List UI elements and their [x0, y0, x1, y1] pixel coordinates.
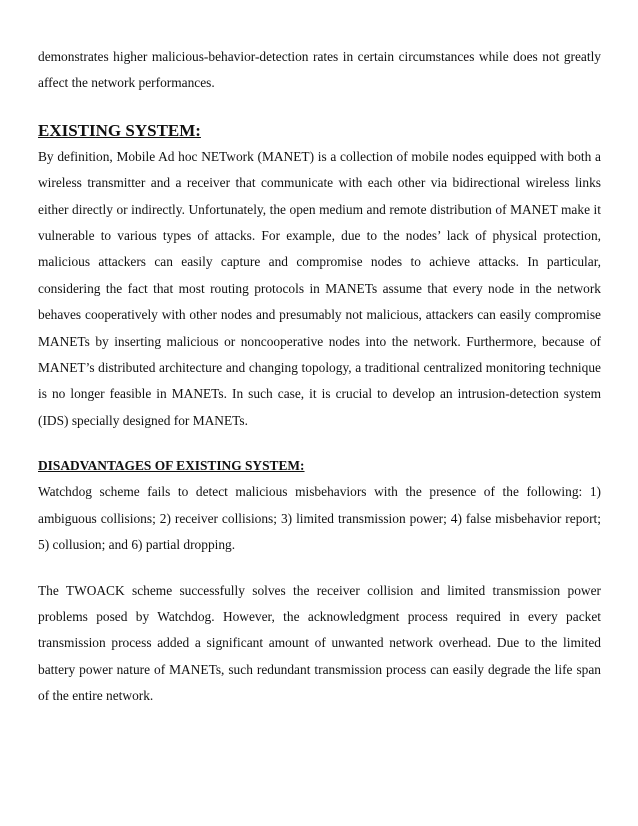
document-page — [38, 44, 601, 710]
existing-system-paragraph: By definition, Mobile Ad hoc NETwork (MANET) is a collection of mobile nodes equipped with both a wireless transmitter and a receiver that communicate with each other via bidirectional wireless links either directly or indirectly. Unfortunately, the open medium and remote distribution of MANET make it vulnerable to various types of attacks. For example, due to the nodes’ lack of physical protection, malicious attackers can easily capture and compromise nodes to achieve attacks. In particular, considering the fact that most routing protocols in MANETs assume that every node in the network behaves cooperatively with other nodes and presumably not malicious, attackers can easily compromise MANETs by inserting malicious or noncooperative nodes into the network. Furthermore, because of MANET’s distributed architecture and changing topology, a traditional centralized monitoring technique is no longer feasible in MANETs. In such case, it is crucial to develop an intrusion-detection system (IDS) specially designed for MANETs. — [38, 148, 601, 428]
existing-system-heading: EXISTING SYSTEM: — [38, 120, 201, 140]
disadvantages-paragraph-2: The TWOACK scheme successfully solves the receiver collision and limited transmission power problems posed by Watchdog. However, the acknowledgment process required in every packet transmission process added a significant amount of unwanted network overhead. Due to the limited battery power nature of MANETs, such redundant transmission process can easily degrade the life span of the entire network. — [38, 582, 601, 704]
intro-paragraph: demonstrates higher malicious-behavior-detection rates in certain circumstances while does not greatly affect the network performances. — [38, 49, 601, 91]
disadvantages-paragraph-1: Watchdog scheme fails to detect malicious misbehaviors with the presence of the following: 1) ambiguous collisions; 2) receiver collisions; 3) limited transmission power; 4) false misbehavior report; 5) collusion; and 6) partial dropping. — [38, 484, 601, 553]
disadvantages-heading: DISADVANTAGES OF EXISTING SYSTEM: — [38, 458, 305, 474]
